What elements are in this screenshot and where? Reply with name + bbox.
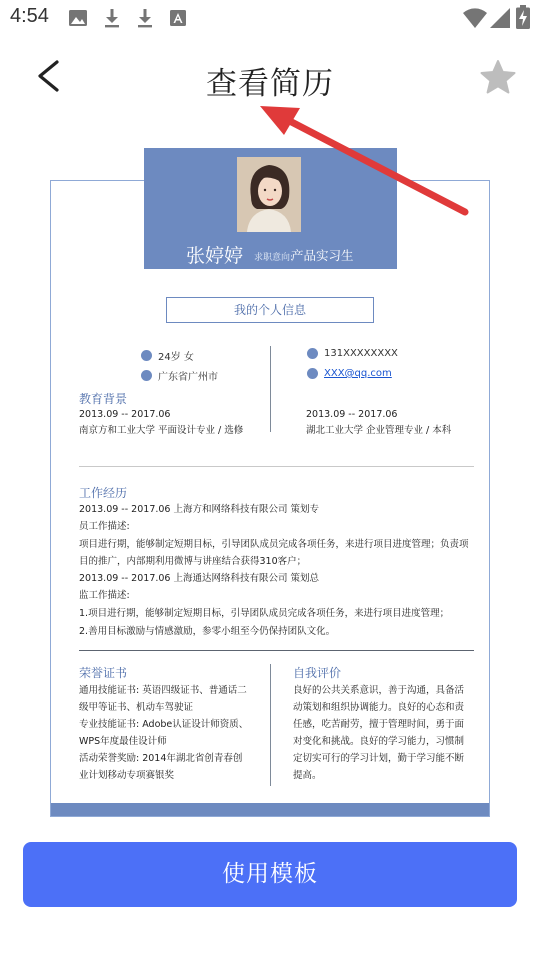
job1-sub: 员工作描述: <box>79 521 130 532</box>
phone-row <box>307 348 398 359</box>
job-intent-value: 产品实习生 <box>291 248 354 263</box>
honors-text: 通用技能证书: 英语四级证书、普通话二级甲等证书、机动车驾驶证 专业技能证书: Adobe认证设计师资质、WPS年度最佳设计师 活动荣誉奖励: 2014年湖北省创青春创业计划移动专项赛银奖 <box>79 685 249 781</box>
section-personal-info: 我的个人信息 <box>166 297 374 323</box>
job2-sub: 监工作描述: <box>79 590 130 601</box>
annotation-arrow <box>250 100 480 225</box>
wifi-icon <box>462 7 488 29</box>
email-link[interactable]: XXX@qq.com <box>324 368 392 379</box>
back-button[interactable] <box>28 54 72 98</box>
favorite-button[interactable] <box>478 58 518 98</box>
phone-icon <box>307 348 318 359</box>
phone: 131XXXXXXXX <box>324 348 398 359</box>
mail-icon <box>307 368 318 379</box>
download-icon <box>102 8 122 28</box>
education-title: 教育背景 <box>79 392 128 406</box>
battery-charging-icon <box>516 5 530 29</box>
star-icon <box>478 58 518 98</box>
education-left-school: 南京方和工业大学 平面设计专业 / 选修 <box>79 425 244 436</box>
resume-name: 张婷婷 <box>186 245 244 267</box>
use-template-button[interactable]: 使用模板 <box>23 842 517 907</box>
job-intent-label: 求职意向: <box>254 253 294 263</box>
image-icon <box>68 8 88 28</box>
job2-item2: 2.善用目标激励与情感激励，参零小组至今仍保持团队文化。 <box>79 626 336 637</box>
job1-line: 2013.09 -- 2017.06 上海方和网络科技有限公司 策划专 <box>79 504 320 515</box>
education-right-school: 湖北工业大学 企业管理专业 / 本科 <box>306 425 452 436</box>
honors-title: 荣誉证书 <box>79 666 128 680</box>
location: 广东省广州市 <box>158 372 218 383</box>
age-gender-row <box>141 348 194 363</box>
info-divider <box>270 346 271 432</box>
signal-icon <box>489 7 511 29</box>
font-icon <box>168 8 188 28</box>
self-eval-text: 良好的公共关系意识，善于沟通，具备活动策划和组织协调能力。良好的心态和责任感，吃苦耐劳，擅于管理时间，勇于面对变化和挑战。良好的学习能力，习惯制定切实可行的学习计划，勤于学习能不断提高。 <box>293 685 465 781</box>
age-gender: 24岁 女 <box>158 352 194 363</box>
status-bar <box>0 0 540 36</box>
job2-item1: 1.项目进行期，能够制定短期目标，引导团队成员完成各项任务，来进行项目进度管理； <box>79 608 450 619</box>
education-left-dates: 2013.09 -- 2017.06 <box>79 409 171 420</box>
location-row <box>141 368 218 383</box>
person-icon <box>141 350 152 361</box>
self-eval-title: 自我评价 <box>293 666 342 680</box>
email-row <box>307 368 392 379</box>
job1-desc: 项目进行期，能够制定短期目标，引导团队成员完成各项任务，来进行项目进度管理；负责项目的推广，内部期利用微博与讲座结合获得310客户； <box>79 539 469 567</box>
job2-line: 2013.09 -- 2017.06 上海通达网络科技有限公司 策划总 <box>79 573 320 584</box>
education-right-dates: 2013.09 -- 2017.06 <box>306 409 398 420</box>
work-title: 工作经历 <box>79 486 128 500</box>
page-title: 查看简历 <box>206 66 334 102</box>
divider <box>79 466 474 467</box>
resume-footer-band <box>51 803 490 816</box>
honors-divider <box>270 664 271 786</box>
download-icon <box>135 8 155 28</box>
location-icon <box>141 370 152 381</box>
status-time: 4:54 <box>10 5 49 27</box>
back-chevron-icon <box>28 54 72 98</box>
divider <box>79 650 474 651</box>
